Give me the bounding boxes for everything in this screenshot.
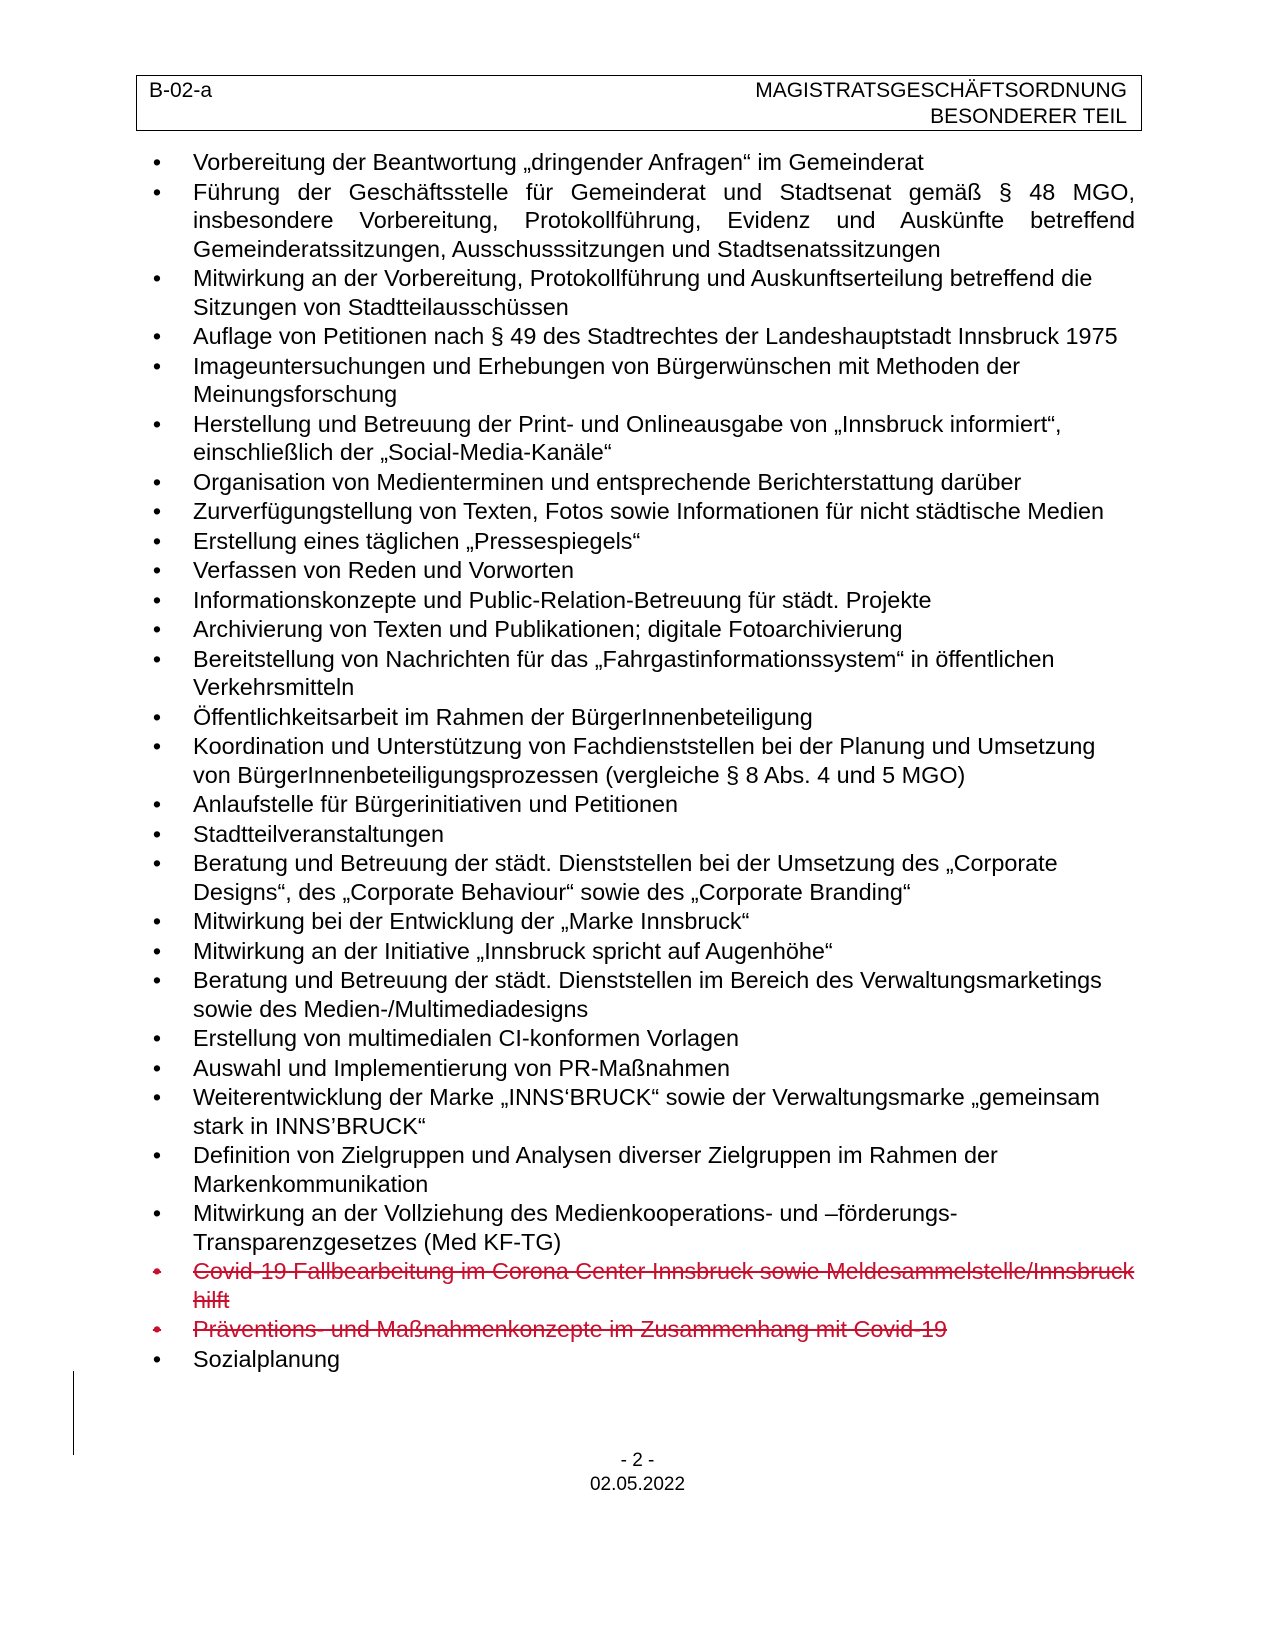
- list-item-text: Imageuntersuchungen und Erhebungen von Bürgerwünschen mit Methoden der Meinungsforschung: [193, 352, 1021, 407]
- list-item-text: Mitwirkung an der Vorbereitung, Protokollführung und Auskunftserteilung betreffend die Sitzungen von Stadtteilausschüssen: [193, 265, 1093, 320]
- list-item: [0, 732, 1135, 789]
- bullet-icon: •: [152, 557, 162, 583]
- list-item: [0, 1024, 1135, 1053]
- list-item-text: Anlaufstelle für Bürgerinitiativen und Petitionen: [193, 791, 679, 817]
- bullet-icon: •: [152, 265, 162, 291]
- list-item: [0, 1345, 1135, 1374]
- list-item: [0, 820, 1135, 849]
- document-title: [755, 78, 1127, 130]
- bullet-icon: •: [152, 1084, 162, 1110]
- list-item-deleted: [0, 1315, 1135, 1344]
- list-item: [0, 1199, 1135, 1256]
- list-item: [0, 556, 1135, 585]
- bullet-icon: •: [152, 149, 162, 175]
- bullet-icon: •: [152, 410, 162, 437]
- list-item: [0, 178, 1135, 264]
- list-item: [0, 849, 1135, 906]
- list-item-text: Koordination und Unterstützung von Fachdienststellen bei der Planung und Umsetzung von BürgerInnenbeteiligungsprozessen (vergleiche § 8 Abs. 4 und 5 MGO): [193, 733, 1096, 788]
- list-item-deleted: [0, 1257, 1135, 1314]
- list-item: [0, 352, 1135, 409]
- list-item-text: Verfassen von Reden und Vorworten: [193, 557, 574, 583]
- list-item: [0, 586, 1135, 615]
- bullet-icon: •: [152, 1316, 162, 1342]
- list-item-text: Informationskonzepte und Public-Relation-Betreuung für städt. Projekte: [193, 586, 932, 613]
- list-item: [0, 527, 1135, 556]
- document-date: 02.05.2022: [589, 1474, 686, 1495]
- bullet-icon: •: [152, 1200, 162, 1226]
- list-item-text: Organisation von Medienterminen und entsprechende Berichterstattung darüber: [193, 468, 1022, 495]
- bullet-icon: •: [152, 645, 162, 672]
- task-list: [0, 148, 1275, 1374]
- list-item: [0, 264, 1135, 321]
- bullet-icon: •: [152, 703, 162, 730]
- list-item: [0, 1083, 1135, 1140]
- bullet-icon: •: [152, 586, 162, 613]
- list-item-text: Präventions- und Maßnahmenkonzepte im Zusammenhang mit Covid-19: [193, 1316, 948, 1342]
- bullet-icon: •: [152, 733, 162, 759]
- list-item: [0, 966, 1135, 1023]
- bullet-icon: •: [152, 791, 162, 817]
- bullet-icon: •: [152, 616, 162, 642]
- list-item: [0, 907, 1135, 936]
- list-item-text: Mitwirkung an der Initiative „Innsbruck spricht auf Augenhöhe“: [193, 937, 833, 964]
- list-item-text: Definition von Zielgruppen und Analysen diverser Zielgruppen im Rahmen der Markenkommunikation: [193, 1142, 998, 1197]
- bullet-icon: •: [152, 323, 162, 349]
- list-item-text: Beratung und Betreuung der städt. Dienststellen im Bereich des Verwaltungsmarketings sowie des Medien-/Multimediadesigns: [193, 967, 1102, 1022]
- page-header: [136, 75, 1142, 131]
- list-item: [0, 645, 1135, 702]
- list-item: [0, 497, 1135, 526]
- list-item-text: Weiterentwicklung der Marke „INNS‘BRUCK“ sowie der Verwaltungsmarke „gemeinsam stark in INNS’BRUCK“: [193, 1084, 1100, 1139]
- bullet-icon: •: [152, 850, 162, 876]
- document-code: B-02-a: [149, 79, 213, 102]
- list-item-text: Archivierung von Texten und Publikationen; digitale Fotoarchivierung: [193, 616, 903, 642]
- list-item-text: Öffentlichkeitsarbeit im Rahmen der BürgerInnenbeteiligung: [193, 703, 813, 730]
- list-item-text: Mitwirkung an der Vollziehung des Medienkooperations- und –förderungs-Transparenzgesetzes (Med KF-TG): [193, 1200, 958, 1255]
- bullet-icon: •: [152, 908, 162, 934]
- list-item: [0, 1054, 1135, 1083]
- document-title-line-2: BESONDERER TEIL: [930, 105, 1127, 128]
- bullet-icon: •: [152, 178, 162, 205]
- bullet-icon: •: [152, 1054, 162, 1081]
- bullet-icon: •: [152, 937, 162, 964]
- list-item: [0, 148, 1135, 177]
- revision-change-bar: [73, 1371, 74, 1455]
- list-item-text: Sozialplanung: [193, 1345, 340, 1372]
- list-item-text: Erstellung eines täglichen „Pressespiegels“: [193, 527, 641, 554]
- list-item: [0, 410, 1135, 467]
- list-item-text: Zurverfügungstellung von Texten, Fotos sowie Informationen für nicht städtische Medien: [193, 498, 1105, 524]
- list-item: [0, 322, 1135, 351]
- bullet-icon: •: [152, 498, 162, 524]
- list-item: [0, 468, 1135, 497]
- document-title-line-1: MAGISTRATSGESCHÄFTSORDNUNG: [755, 79, 1127, 102]
- list-item-text: Führung der Geschäftsstelle für Gemeinderat und Stadtsenat gemäß § 48 MGO, insbesondere Vorbereitung, Protokollführung, Evidenz und Auskünfte betreffend Gemeinderatssitzungen, Ausschusssitzungen und Stadtsenatssitzungen: [193, 178, 1135, 262]
- bullet-icon: •: [152, 1142, 162, 1168]
- bullet-icon: •: [152, 1025, 162, 1051]
- list-item-text: Erstellung von multimedialen CI-konformen Vorlagen: [193, 1025, 740, 1051]
- bullet-icon: •: [152, 967, 162, 993]
- bullet-icon: •: [152, 820, 162, 847]
- list-item: [0, 937, 1135, 966]
- list-item-text: Covid-19 Fallbearbeitung im Corona Center Innsbruck sowie Meldesammelstelle/Innsbruck hilft: [193, 1258, 1135, 1313]
- list-item-text: Auswahl und Implementierung von PR-Maßnahmen: [193, 1054, 730, 1081]
- list-item: [0, 615, 1135, 644]
- bullet-icon: •: [152, 352, 162, 379]
- page-number: - 2 -: [620, 1450, 655, 1471]
- list-item-text: Beratung und Betreuung der städt. Dienststellen bei der Umsetzung des „Corporate Designs“, des „Corporate Behaviour“ sowie des „Corporate Branding“: [193, 850, 1058, 905]
- list-item-text: Vorbereitung der Beantwortung „dringender Anfragen“ im Gemeinderat: [193, 149, 924, 175]
- bullet-icon: •: [152, 1258, 162, 1284]
- bullet-icon: •: [152, 1345, 162, 1372]
- list-item: [0, 790, 1135, 819]
- list-item: [0, 1141, 1135, 1198]
- list-item-text: Auflage von Petitionen nach § 49 des Stadtrechtes der Landeshauptstadt Innsbruck 1975: [193, 323, 1118, 349]
- list-item-text: Stadtteilveranstaltungen: [193, 820, 444, 847]
- bullet-icon: •: [152, 468, 162, 495]
- list-item-text: Herstellung und Betreuung der Print- und Onlineausgabe von „Innsbruck informiert“, einschließlich der „Social-Media-Kanäle“: [193, 410, 1062, 465]
- bullet-icon: •: [152, 527, 162, 554]
- list-item: [0, 703, 1135, 732]
- list-item-text: Mitwirkung bei der Entwicklung der „Marke Innsbruck“: [193, 908, 750, 934]
- list-item-text: Bereitstellung von Nachrichten für das „Fahrgastinformationssystem“ in öffentlichen Verkehrsmitteln: [193, 645, 1055, 700]
